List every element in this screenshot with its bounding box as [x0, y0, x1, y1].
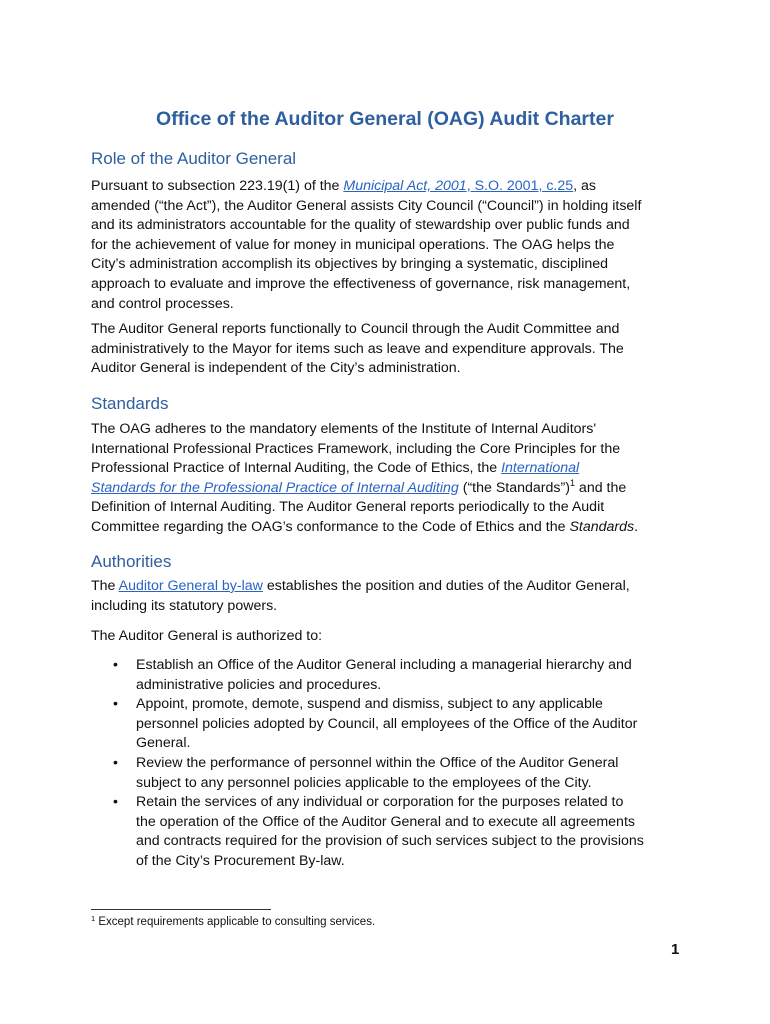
- text-run: .: [634, 518, 639, 535]
- text-run: The: [91, 578, 119, 594]
- text-line: of the City’s Procurement By-law.: [136, 852, 345, 869]
- heading-role: Role of the Auditor General: [91, 149, 297, 168]
- text-line: [91, 518, 691, 538]
- text-line: International Professional Practices Framework, including the Core Principles for the: [91, 440, 621, 457]
- text-line: approach to evaluate and improve the effectiveness of governance, risk management,: [91, 275, 631, 292]
- bullet-icon: •: [113, 754, 118, 771]
- text-line: [91, 459, 691, 479]
- bullet-icon: •: [113, 794, 118, 811]
- text-line: The Auditor General is authorized to:: [91, 628, 323, 644]
- text-line: [91, 577, 691, 597]
- text-line: and contracts required for the provision of such services subject to the provisions: [136, 833, 644, 850]
- text-line: Establish an Office of the Auditor General including a managerial hierarchy and: [136, 657, 632, 673]
- text-run-italic: Standards: [569, 518, 635, 535]
- role-paragraph-2: [91, 320, 691, 379]
- list-item: [91, 793, 691, 871]
- text-run: (“the Standards”): [458, 479, 570, 496]
- text-line: administrative policies and procedures.: [136, 676, 382, 693]
- footnote: [91, 916, 375, 928]
- municipal-act-link[interactable]: Municipal Act, 2001: [343, 178, 467, 194]
- authorities-paragraph-1: [91, 577, 691, 616]
- text-line: City’s administration accomplish its objectives by bringing a systematic, disciplined: [91, 256, 609, 273]
- statute-citation-link[interactable]: , S.O. 2001, c.25: [466, 178, 574, 194]
- text-line: amended (“the Act”), the Auditor General assists City Council (“Council”) in holding itself: [91, 197, 642, 214]
- text-run: Pursuant to subsection 223.19(1) of the: [91, 178, 344, 194]
- footnote-text: Except requirements applicable to consulting services.: [95, 916, 376, 928]
- text-run: Committee regarding the OAG’s conformance to the Code of Ethics and the: [91, 518, 570, 535]
- footnote-marker: 1: [91, 914, 96, 923]
- text-line: Definition of Internal Auditing. The Auditor General reports periodically to the Audit: [91, 499, 605, 516]
- text-line: and its administrators accountable for the quality of stewardship over public funds and: [91, 217, 630, 234]
- text-line: including its statutory powers.: [91, 597, 278, 614]
- text-line: personnel policies adopted by Council, all employees of the Office of the Auditor: [136, 715, 638, 732]
- text-line: The Auditor General reports functionally to Council through the Audit Committee and: [91, 321, 620, 337]
- text-run: establishes the position and duties of the Auditor General,: [262, 578, 630, 594]
- ippf-standards-link-continued[interactable]: Standards for the Professional Practice of Internal Auditing: [91, 479, 459, 496]
- text-line: Review the performance of personnel within the Office of the Auditor General: [136, 754, 619, 771]
- list-item: [91, 695, 691, 754]
- text-run: Professional Practice of Internal Auditing, the Code of Ethics, the: [91, 460, 502, 477]
- standards-paragraph: [91, 420, 691, 538]
- text-line: for the achievement of value for money in municipal operations. The OAG helps the: [91, 236, 615, 253]
- text-run: and the: [574, 479, 627, 496]
- text-line: General.: [136, 735, 191, 752]
- auditor-general-bylaw-link[interactable]: Auditor General by-law: [118, 578, 263, 594]
- page-number: 1: [671, 941, 680, 958]
- text-line: Auditor General is independent of the City’s administration.: [91, 360, 461, 377]
- authorities-paragraph-2: [91, 627, 691, 647]
- text-line: The OAG adheres to the mandatory elements of the Institute of Internal Auditors': [91, 421, 597, 437]
- text-line: [91, 177, 691, 197]
- document-title: Office of the Auditor General (OAG) Audit Charter: [156, 108, 614, 130]
- authorities-bullet-list: [91, 656, 691, 872]
- text-line: [91, 479, 691, 499]
- footnote-reference[interactable]: 1: [569, 477, 575, 488]
- bullet-icon: •: [113, 696, 118, 713]
- list-item: [91, 656, 691, 695]
- footnote-separator: [91, 909, 271, 910]
- text-line: Appoint, promote, demote, suspend and dismiss, subject to any applicable: [136, 696, 603, 713]
- list-item: [91, 754, 691, 793]
- text-line: administratively to the Mayor for items such as leave and expenditure approvals. The: [91, 340, 624, 357]
- text-line: Retain the services of any individual or corporation for the purposes related to: [136, 794, 624, 811]
- text-run: , as: [573, 178, 597, 194]
- text-line: and control processes.: [91, 295, 234, 312]
- heading-standards: Standards: [91, 394, 169, 413]
- role-paragraph-1: [91, 177, 691, 314]
- heading-authorities: Authorities: [91, 552, 172, 571]
- bullet-icon: •: [113, 657, 118, 673]
- ippf-standards-link[interactable]: International: [501, 460, 580, 477]
- text-line: the operation of the Office of the Auditor General and to execute all agreements: [136, 813, 635, 830]
- text-line: subject to any personnel policies applicable to the employees of the City.: [136, 774, 592, 791]
